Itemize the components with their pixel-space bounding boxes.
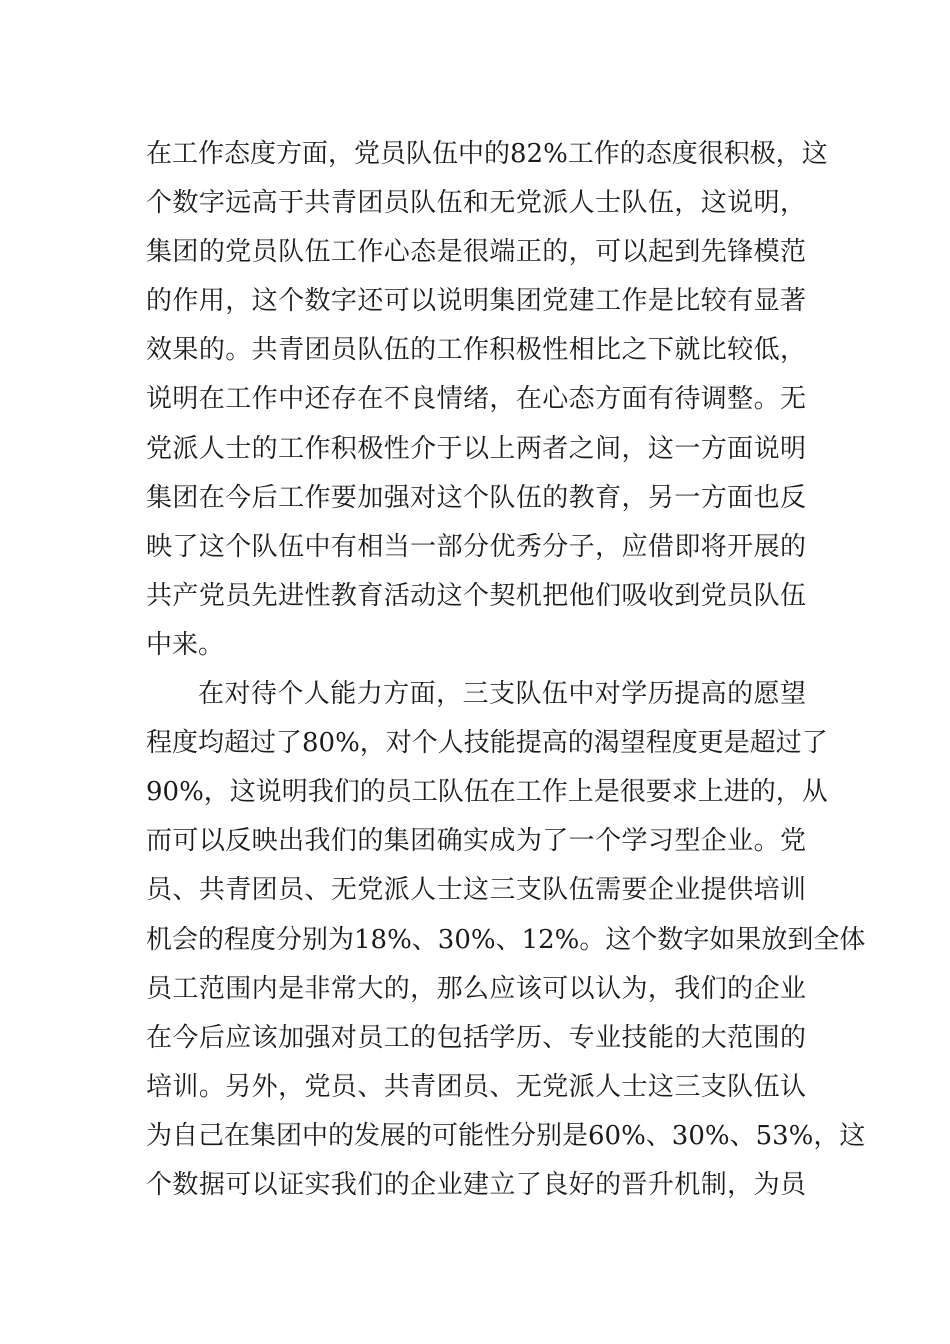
text-line: 中来。 (146, 629, 225, 660)
text-line: 员工范围内是非常大的，那么应该可以认为，我们的企业 (146, 973, 806, 1004)
text-line: 机会的程度分别为18%、30%、12%。这个数字如果放到全体 (146, 924, 866, 955)
text-line: 在对待个人能力方面，三支队伍中对学历提高的愿望 (198, 679, 806, 710)
text-line: 在工作态度方面，党员队伍中的82%工作的态度很积极，这 (146, 139, 828, 169)
text-line: 党派人士的工作积极性介于以上两者之间，这一方面说明 (146, 433, 806, 464)
text-line: 90%，这说明我们的员工队伍在工作上是很要求上进的，从 (146, 777, 828, 808)
text-line: 个数字远高于共青团员队伍和无党派人士队伍，这说明， (146, 188, 806, 219)
text-line: 个数据可以证实我们的企业建立了良好的晋升机制，为员 (146, 1169, 806, 1200)
text-line: 效果的。共青团员队伍的工作积极性相比之下就比较低， (146, 335, 806, 366)
text-line: 说明在工作中还存在不良情绪，在心态方面有待调整。无 (146, 384, 806, 415)
text-line: 为自己在集团中的发展的可能性分别是60%、30%、53%，这 (146, 1120, 866, 1151)
text-line: 而可以反映出我们的集团确实成为了一个学习型企业。党 (146, 826, 806, 857)
text-line: 集团在今后工作要加强对这个队伍的教育，另一方面也反 (146, 482, 806, 513)
text-line: 在今后应该加强对员工的包括学历、专业技能的大范围的 (146, 1022, 806, 1053)
text-line: 培训。另外，党员、共青团员、无党派人士这三支队伍认 (146, 1071, 806, 1102)
body-text (146, 130, 866, 1210)
text-line: 员、共青团员、无党派人士这三支队伍需要企业提供培训 (146, 875, 806, 906)
text-line: 程度均超过了80%，对个人技能提高的渴望程度更是超过了 (146, 728, 828, 759)
paragraph-work-attitude (146, 130, 828, 670)
text-line: 集团的党员队伍工作心态是很端正的，可以起到先锋模范 (146, 237, 806, 268)
text-line: 的作用，这个数字还可以说明集团党建工作是比较有显著 (146, 286, 806, 317)
text-line: 映了这个队伍中有相当一部分优秀分子，应借即将开展的 (146, 531, 806, 562)
paragraph-personal-ability (146, 670, 866, 1210)
text-line: 共产党员先进性教育活动这个契机把他们吸收到党员队伍 (146, 580, 806, 611)
